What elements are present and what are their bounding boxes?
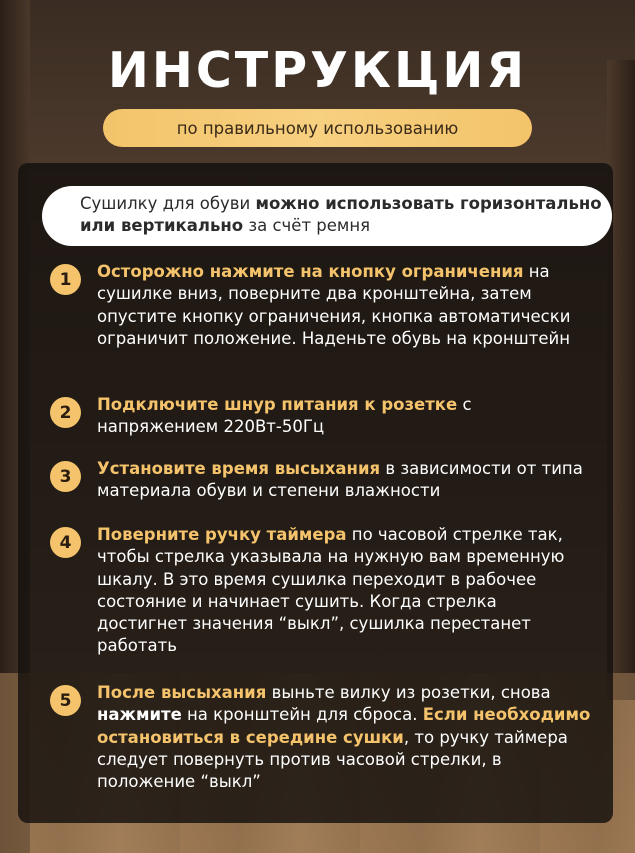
step-text [97,394,592,439]
step-body: в зависимости от типа материала обуви и степени влажности [97,459,583,501]
step-highlight: Поверните ручку таймера [97,525,347,544]
step-number-badge: 3 [50,461,81,492]
step-text [97,524,592,658]
step-highlight: Подключите шнур питания к розетке [97,395,458,414]
intro-text-bold: можно использовать горизонтально или вертикально [80,194,602,235]
step-body: на кронштейн для сброса. [181,705,423,725]
step-body: на сушилке вниз, поверните два кронштейна, затем опустите кнопку ограничения, кнопка автоматически ограничит положение. Наденьте обувь на кронштейн [97,262,571,348]
subtitle-badge [103,109,532,147]
intro-text-start: Сушилку для обуви [80,194,256,213]
step-highlight: Осторожно нажмите на кнопку ограничения [97,262,524,281]
step-number-badge: 2 [50,397,81,428]
step-number-badge: 1 [50,264,81,295]
step-text [97,682,592,793]
page-title: ИНСТРУКЦИЯ [107,42,528,99]
intro-text-end: за счёт ремня [243,216,371,235]
subtitle-text: по правильному использованию [176,118,459,138]
step-number-badge: 4 [50,527,81,558]
step-highlight-secondary: Если необходимо остановиться в середине сушки [97,705,591,747]
step-highlight: После высыхания [97,683,267,702]
step-text [97,458,592,503]
step-highlight: Установите время высыхания [97,459,381,478]
step-body: выньте вилку из розетки, снова [266,683,551,702]
step-bold-word: нажмите [97,705,182,725]
step-body: по часовой стрелке так, чтобы стрелка указывала на нужную вам временную шкалу. В это время сушилка переходит в рабочее состояние и начинает сушить. Когда стрелка достигнет значения “выкл”, сушилка перестанет работать [97,525,565,656]
intro-banner [42,186,612,246]
step-body: , то ручку таймера следует повернуть против часовой стрелки, в положение “выкл” [97,727,568,792]
step-body: с напряжением 220Вт-50Гц [97,395,472,437]
step-text [97,261,592,350]
step-number-badge: 5 [50,685,81,716]
